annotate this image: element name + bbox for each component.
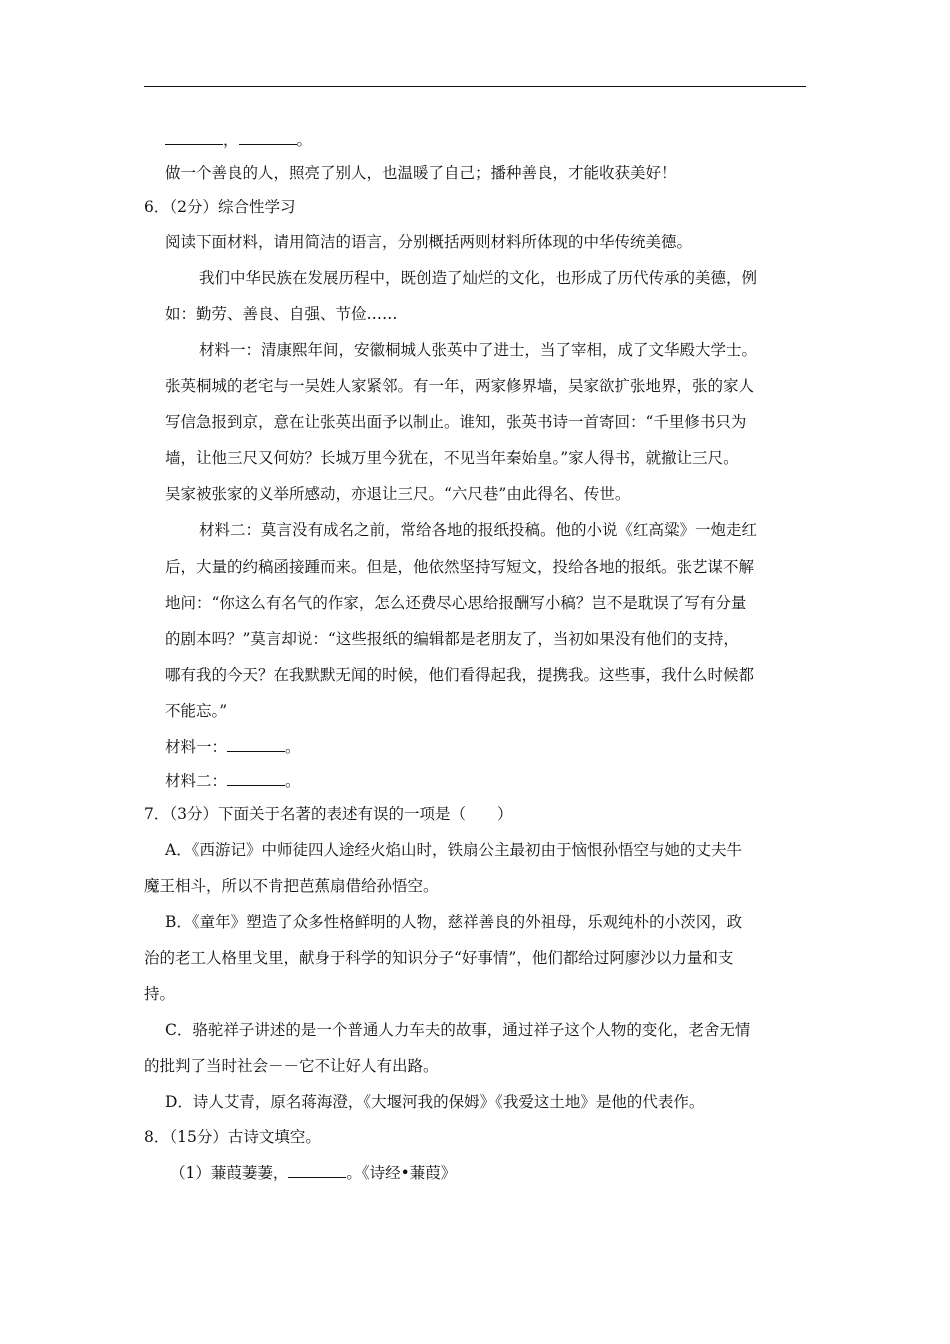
q6-material1-line: 张英桐城的老宅与一吴姓人家紧邻。有一年，两家修界墙，吴家欲扩张地界，张的家人 <box>165 377 755 395</box>
q6-header <box>144 197 296 217</box>
q7-option-b-cont: 持。 <box>144 985 176 1003</box>
q6-material1-line: 写信急报到京，意在让张英出面予以制止。谁知，张英书诗一首寄回：“千里修书只为 <box>165 413 747 431</box>
q7-header <box>144 804 513 824</box>
answer-blank[interactable] <box>165 130 223 145</box>
answer-blank[interactable] <box>227 771 285 786</box>
q8-header <box>144 1127 321 1147</box>
q6-material2-line: 哪有我的今天？在我默默无闻的时候，他们看得起我，提携我。这些事，我什么时候都 <box>165 666 755 684</box>
header-rule <box>144 86 806 87</box>
q6-material1-line: 墙，让他三尺又何妨？长城万里今犹在，不见当年秦始皇。”家人得书，就撤让三尺。 <box>165 449 739 467</box>
question-title: （2分）综合性学习 <box>169 198 296 216</box>
q8-item1: （1）蒹葭萋萋， 。《诗经•蒹葭》 <box>170 1164 457 1182</box>
q6-material2-line: 材料二：莫言没有成名之前，常给各地的报纸投稿。他的小说《红高粱》一炮走红 <box>199 521 758 539</box>
answer-blank[interactable] <box>227 737 285 752</box>
q6-answer1: 材料一： 。 <box>165 738 301 756</box>
q6-intro-line: 我们中华民族在发展历程中，既创造了灿烂的文化，也形成了历代传承的美德，例 <box>199 269 758 287</box>
q6-answer2: 材料二： 。 <box>165 772 301 790</box>
q6-material1-line: 吴家被张家的义举所感动，亦退让三尺。“六尺巷”由此得名、传世。 <box>165 485 631 503</box>
answer-blank[interactable] <box>239 130 297 145</box>
q6-material2-line: 地问：“你这么有名气的作家，怎么还费尽心思给报酬写小稿？岂不是耽误了写有分量 <box>165 594 747 612</box>
q7-option-c[interactable]: C．骆驼祥子讲述的是一个普通人力车夫的故事，通过祥子这个人物的变化，老舍无情 <box>165 1021 751 1039</box>
q6-material2-line: 不能忘。” <box>165 702 228 720</box>
answer-blank[interactable] <box>288 1163 346 1178</box>
q6-material2-line: 的剧本吗？”莫言却说：“这些报纸的编辑都是老朋友了，当初如果没有他们的支持， <box>165 630 739 648</box>
question-title: （15分）古诗文填空。 <box>169 1128 321 1146</box>
q7-option-b[interactable]: B．《童年》塑造了众多性格鲜明的人物，慈祥善良的外祖母，乐观纯朴的小茨冈，政 <box>165 913 743 931</box>
q6-instruction: 阅读下面材料，请用简洁的语言，分别概括两则材料所体现的中华传统美德。 <box>165 233 693 251</box>
q6-intro-line: 如：勤劳、善良、自强、节俭…… <box>165 305 398 323</box>
question-number: 6． <box>144 198 170 216</box>
q7-option-c-cont: 的批判了当时社会－－它不让好人有出路。 <box>144 1057 439 1075</box>
q7-option-a-cont: 魔王相斗，所以不肯把芭蕉扇借给孙悟空。 <box>144 877 439 895</box>
q6-material2-line: 后，大量的约稿函接踵而来。但是，他依然坚持写短文，投给各地的报纸。张艺谋不解 <box>165 558 755 576</box>
q7-option-d[interactable]: D．诗人艾青，原名蒋海澄，《大堰河我的保姆》《我爱这土地》是他的代表作。 <box>165 1093 705 1111</box>
question-stem: （3分）下面关于名著的表述有误的一项是（ ） <box>169 805 513 823</box>
q7-option-a[interactable]: A．《西游记》中师徒四人途经火焰山时，铁扇公主最初由于恼恨孙悟空与她的丈夫牛 <box>165 841 742 859</box>
q6-material1-line: 材料一：清康熙年间，安徽桐城人张英中了进士，当了宰相，成了文华殿大学士。 <box>199 341 758 359</box>
q7-option-b-cont: 治的老工人格里戈里，献身于科学的知识分子“好事情”，他们都给过阿廖沙以力量和支 <box>144 949 734 967</box>
question-number: 7． <box>144 805 170 823</box>
question-number: 8． <box>144 1128 170 1146</box>
q5-answer-blanks: ， 。 <box>165 130 312 150</box>
q5-closing-text: 做一个善良的人，照亮了别人，也温暖了自己；播种善良，才能收获美好！ <box>165 164 677 182</box>
